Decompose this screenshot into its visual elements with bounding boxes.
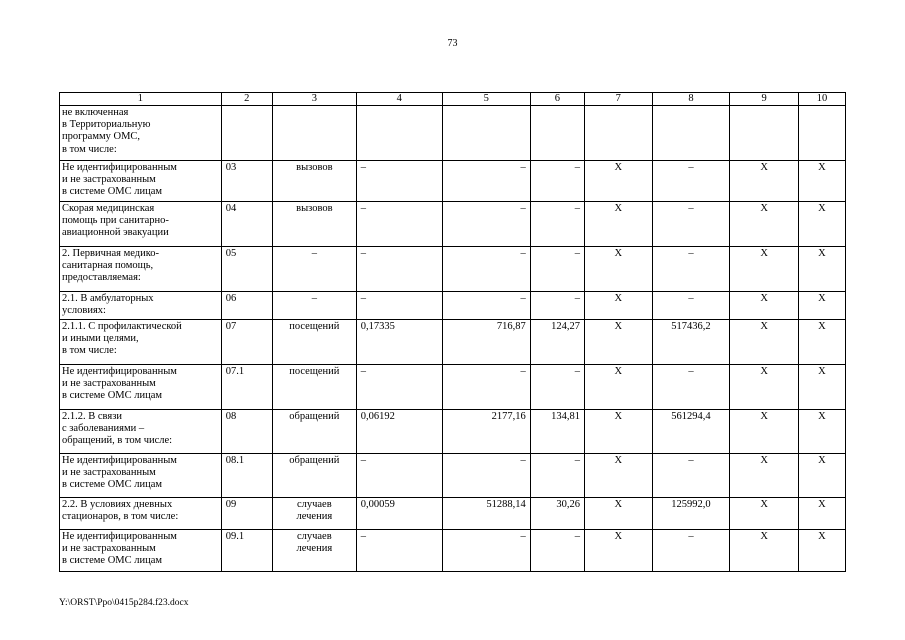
table-row <box>60 530 846 572</box>
table-row <box>60 247 846 292</box>
table-cell: Х <box>798 202 845 247</box>
table-cell: Х <box>730 498 799 530</box>
table-cell: случаев лечения <box>272 530 356 572</box>
table-cell: – <box>356 454 442 498</box>
table-cell: Х <box>730 161 799 202</box>
table-cell: – <box>442 530 530 572</box>
table-cell: – <box>442 292 530 320</box>
table-cell: 07.1 <box>221 365 272 410</box>
column-header: 1 <box>60 93 222 106</box>
table-cell: – <box>530 454 584 498</box>
table-cell: – <box>652 454 730 498</box>
row-label-cell: 2.2. В условиях дневных стационаров, в том числе: <box>60 498 222 530</box>
table-cell: 51288,14 <box>442 498 530 530</box>
table-cell: – <box>356 161 442 202</box>
table-cell <box>272 106 356 161</box>
column-header: 5 <box>442 93 530 106</box>
table-cell: Х <box>798 454 845 498</box>
table-cell: случаев лечения <box>272 498 356 530</box>
table-cell: Х <box>730 410 799 454</box>
table-cell: 0,17335 <box>356 320 442 365</box>
table-cell: 06 <box>221 292 272 320</box>
column-header: 9 <box>730 93 799 106</box>
table-cell: вызовов <box>272 202 356 247</box>
table-cell: – <box>442 365 530 410</box>
row-label-cell: Не идентифицированным и не застрахованным в системе ОМС лицам <box>60 530 222 572</box>
table-cell: Х <box>585 247 653 292</box>
table-cell: вызовов <box>272 161 356 202</box>
table-row <box>60 320 846 365</box>
table-cell: – <box>356 365 442 410</box>
table-cell: – <box>652 365 730 410</box>
table-row <box>60 161 846 202</box>
table-cell: 07 <box>221 320 272 365</box>
table-cell: посещений <box>272 365 356 410</box>
data-table <box>59 92 846 572</box>
table-cell: Х <box>798 530 845 572</box>
table-cell: Х <box>798 320 845 365</box>
table-cell: 04 <box>221 202 272 247</box>
table-cell: посещений <box>272 320 356 365</box>
row-label-cell: Скорая медицинская помощь при санитарно- авиационной эвакуации <box>60 202 222 247</box>
table-row <box>60 365 846 410</box>
table-cell: Х <box>798 410 845 454</box>
table-cell: – <box>356 202 442 247</box>
table-cell: Х <box>585 410 653 454</box>
column-header: 3 <box>272 93 356 106</box>
table-cell: Х <box>798 247 845 292</box>
table-cell: 08 <box>221 410 272 454</box>
table-cell: – <box>530 365 584 410</box>
table-cell <box>798 106 845 161</box>
row-label-cell: 2.1.2. В связи с заболеваниями – обращений, в том числе: <box>60 410 222 454</box>
table-row <box>60 202 846 247</box>
table-cell <box>221 106 272 161</box>
table-cell: Х <box>730 365 799 410</box>
table-cell: 517436,2 <box>652 320 730 365</box>
row-label-cell: Не идентифицированным и не застрахованным в системе ОМС лицам <box>60 365 222 410</box>
row-label-cell: не включенная в Территориальную программу ОМС, в том числе: <box>60 106 222 161</box>
table-cell: Х <box>585 320 653 365</box>
table-cell <box>442 106 530 161</box>
table-cell: Х <box>730 320 799 365</box>
table-cell: – <box>530 161 584 202</box>
table-cell: – <box>652 247 730 292</box>
table-row <box>60 106 846 161</box>
column-header: 8 <box>652 93 730 106</box>
table-row <box>60 292 846 320</box>
table-cell: 05 <box>221 247 272 292</box>
table-cell: 124,27 <box>530 320 584 365</box>
page-number: 73 <box>447 38 458 49</box>
column-header: 2 <box>221 93 272 106</box>
table-cell: Х <box>585 498 653 530</box>
table-cell: – <box>530 292 584 320</box>
table-cell: 716,87 <box>442 320 530 365</box>
table-cell: Х <box>585 454 653 498</box>
table-row <box>60 498 846 530</box>
table-cell: – <box>442 161 530 202</box>
table-cell: обращений <box>272 454 356 498</box>
table-cell: 03 <box>221 161 272 202</box>
table-cell: 08.1 <box>221 454 272 498</box>
table-cell: – <box>356 247 442 292</box>
table-cell <box>730 106 799 161</box>
table-cell: 2177,16 <box>442 410 530 454</box>
table-cell: Х <box>585 202 653 247</box>
column-header: 6 <box>530 93 584 106</box>
row-label-cell: 2.1.1. С профилактической и иными целями, в том числе: <box>60 320 222 365</box>
table-cell: – <box>356 292 442 320</box>
table-cell: Х <box>730 292 799 320</box>
table-cell: Х <box>798 365 845 410</box>
row-label-cell: Не идентифицированным и не застрахованным в системе ОМС лицам <box>60 161 222 202</box>
table-cell <box>585 106 653 161</box>
table-cell: обращений <box>272 410 356 454</box>
table-cell: Х <box>585 292 653 320</box>
row-label-cell: 2. Первичная медико- санитарная помощь, предоставляемая: <box>60 247 222 292</box>
table-cell: 561294,4 <box>652 410 730 454</box>
row-label-cell: Не идентифицированным и не застрахованным в системе ОМС лицам <box>60 454 222 498</box>
column-header: 7 <box>585 93 653 106</box>
table-cell: – <box>272 292 356 320</box>
table-cell: – <box>442 202 530 247</box>
column-header: 10 <box>798 93 845 106</box>
row-label-cell: 2.1. В амбулаторных условиях: <box>60 292 222 320</box>
table-cell: 09.1 <box>221 530 272 572</box>
table-cell: Х <box>730 530 799 572</box>
table-cell: – <box>652 161 730 202</box>
table-cell: – <box>530 202 584 247</box>
table-cell: 30,26 <box>530 498 584 530</box>
table-cell: – <box>272 247 356 292</box>
table-cell: Х <box>798 292 845 320</box>
table-cell: – <box>442 247 530 292</box>
table-cell: 0,06192 <box>356 410 442 454</box>
table-cell: Х <box>798 498 845 530</box>
column-header: 4 <box>356 93 442 106</box>
table-cell: Х <box>730 247 799 292</box>
table-cell: 09 <box>221 498 272 530</box>
table-cell: – <box>652 202 730 247</box>
table-cell: 134,81 <box>530 410 584 454</box>
table-cell: Х <box>730 202 799 247</box>
table-cell: Х <box>585 365 653 410</box>
table-cell: – <box>652 530 730 572</box>
table-cell: 125992,0 <box>652 498 730 530</box>
table-cell <box>356 106 442 161</box>
table-cell: – <box>442 454 530 498</box>
table-cell <box>530 106 584 161</box>
table-cell <box>652 106 730 161</box>
table-row <box>60 410 846 454</box>
table-cell: Х <box>585 530 653 572</box>
table-cell: – <box>652 292 730 320</box>
table-cell: Х <box>730 454 799 498</box>
table-row <box>60 454 846 498</box>
table-cell: – <box>530 247 584 292</box>
table-cell: – <box>530 530 584 572</box>
table-cell: Х <box>585 161 653 202</box>
table-header-row <box>60 93 846 106</box>
table-cell: – <box>356 530 442 572</box>
footer-file-path: Y:\ORST\Ppo\0415p284.f23.docx <box>59 598 189 608</box>
table-cell: 0,00059 <box>356 498 442 530</box>
table-cell: Х <box>798 161 845 202</box>
